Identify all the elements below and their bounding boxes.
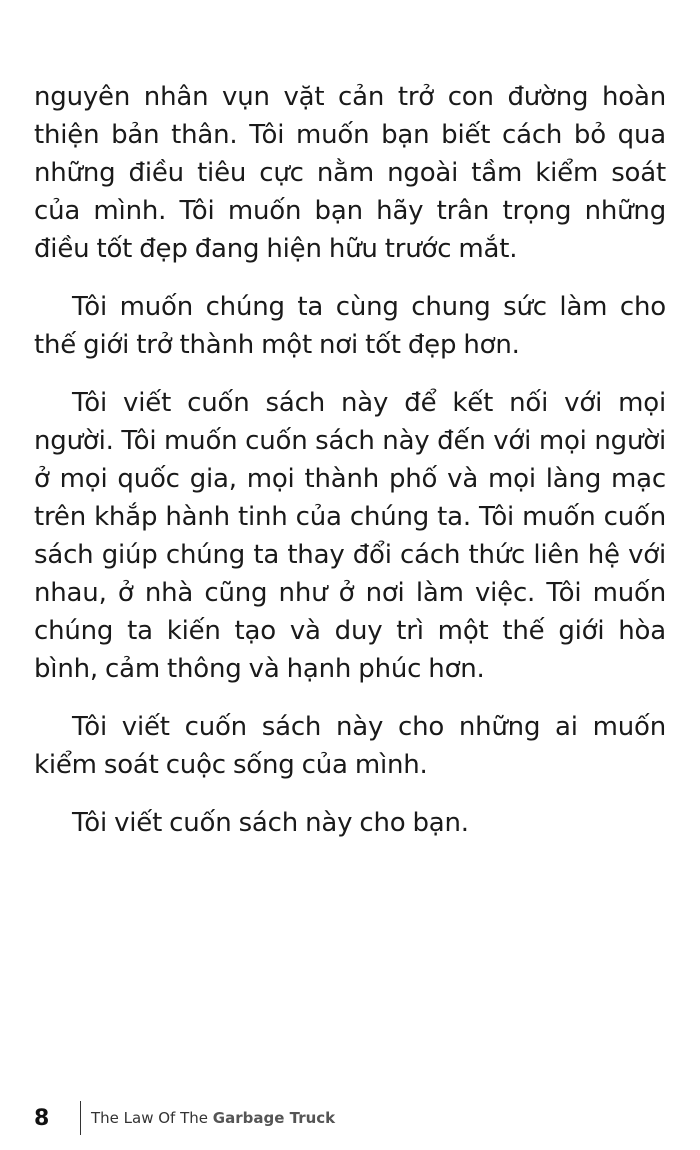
page-footer xyxy=(34,1101,335,1135)
page-number: 8 xyxy=(34,1105,50,1131)
footer-divider xyxy=(80,1101,81,1135)
paragraph-4: Tôi viết cuốn sách này cho những ai muốn kiểm soát cuộc sống của mình. xyxy=(34,712,666,780)
page-body xyxy=(34,78,666,862)
paragraph-3: Tôi viết cuốn sách này để kết nối với mọi người. Tôi muốn cuốn sách này đến với mọi người ở mọi quốc gia, mọi thành phố và mọi làng mạc trên khắp hành tinh của chúng ta. Tôi muốn cuốn sách giúp chúng ta thay đổi cách thức liên hệ với nhau, ở nhà cũng như ở nơi làm việc. Tôi muốn chúng ta kiến tạo và duy trì một thế giới hòa bình, cảm thông và hạnh phúc hơn. xyxy=(34,388,666,684)
running-title-plain: The Law Of The xyxy=(91,1109,213,1127)
running-title-emphasis: Garbage Truck xyxy=(212,1109,336,1127)
paragraph-2: Tôi muốn chúng ta cùng chung sức làm cho thế giới trở thành một nơi tốt đẹp hơn. xyxy=(34,292,666,360)
paragraph-5: Tôi viết cuốn sách này cho bạn. xyxy=(72,808,469,838)
paragraph-1: nguyên nhân vụn vặt cản trở con đường hoàn thiện bản thân. Tôi muốn bạn biết cách bỏ qua những điều tiêu cực nằm ngoài tầm kiểm soát của mình. Tôi muốn bạn hãy trân trọng những điều tốt đẹp đang hiện hữu trước mắt. xyxy=(34,82,666,264)
running-title xyxy=(91,1109,335,1127)
